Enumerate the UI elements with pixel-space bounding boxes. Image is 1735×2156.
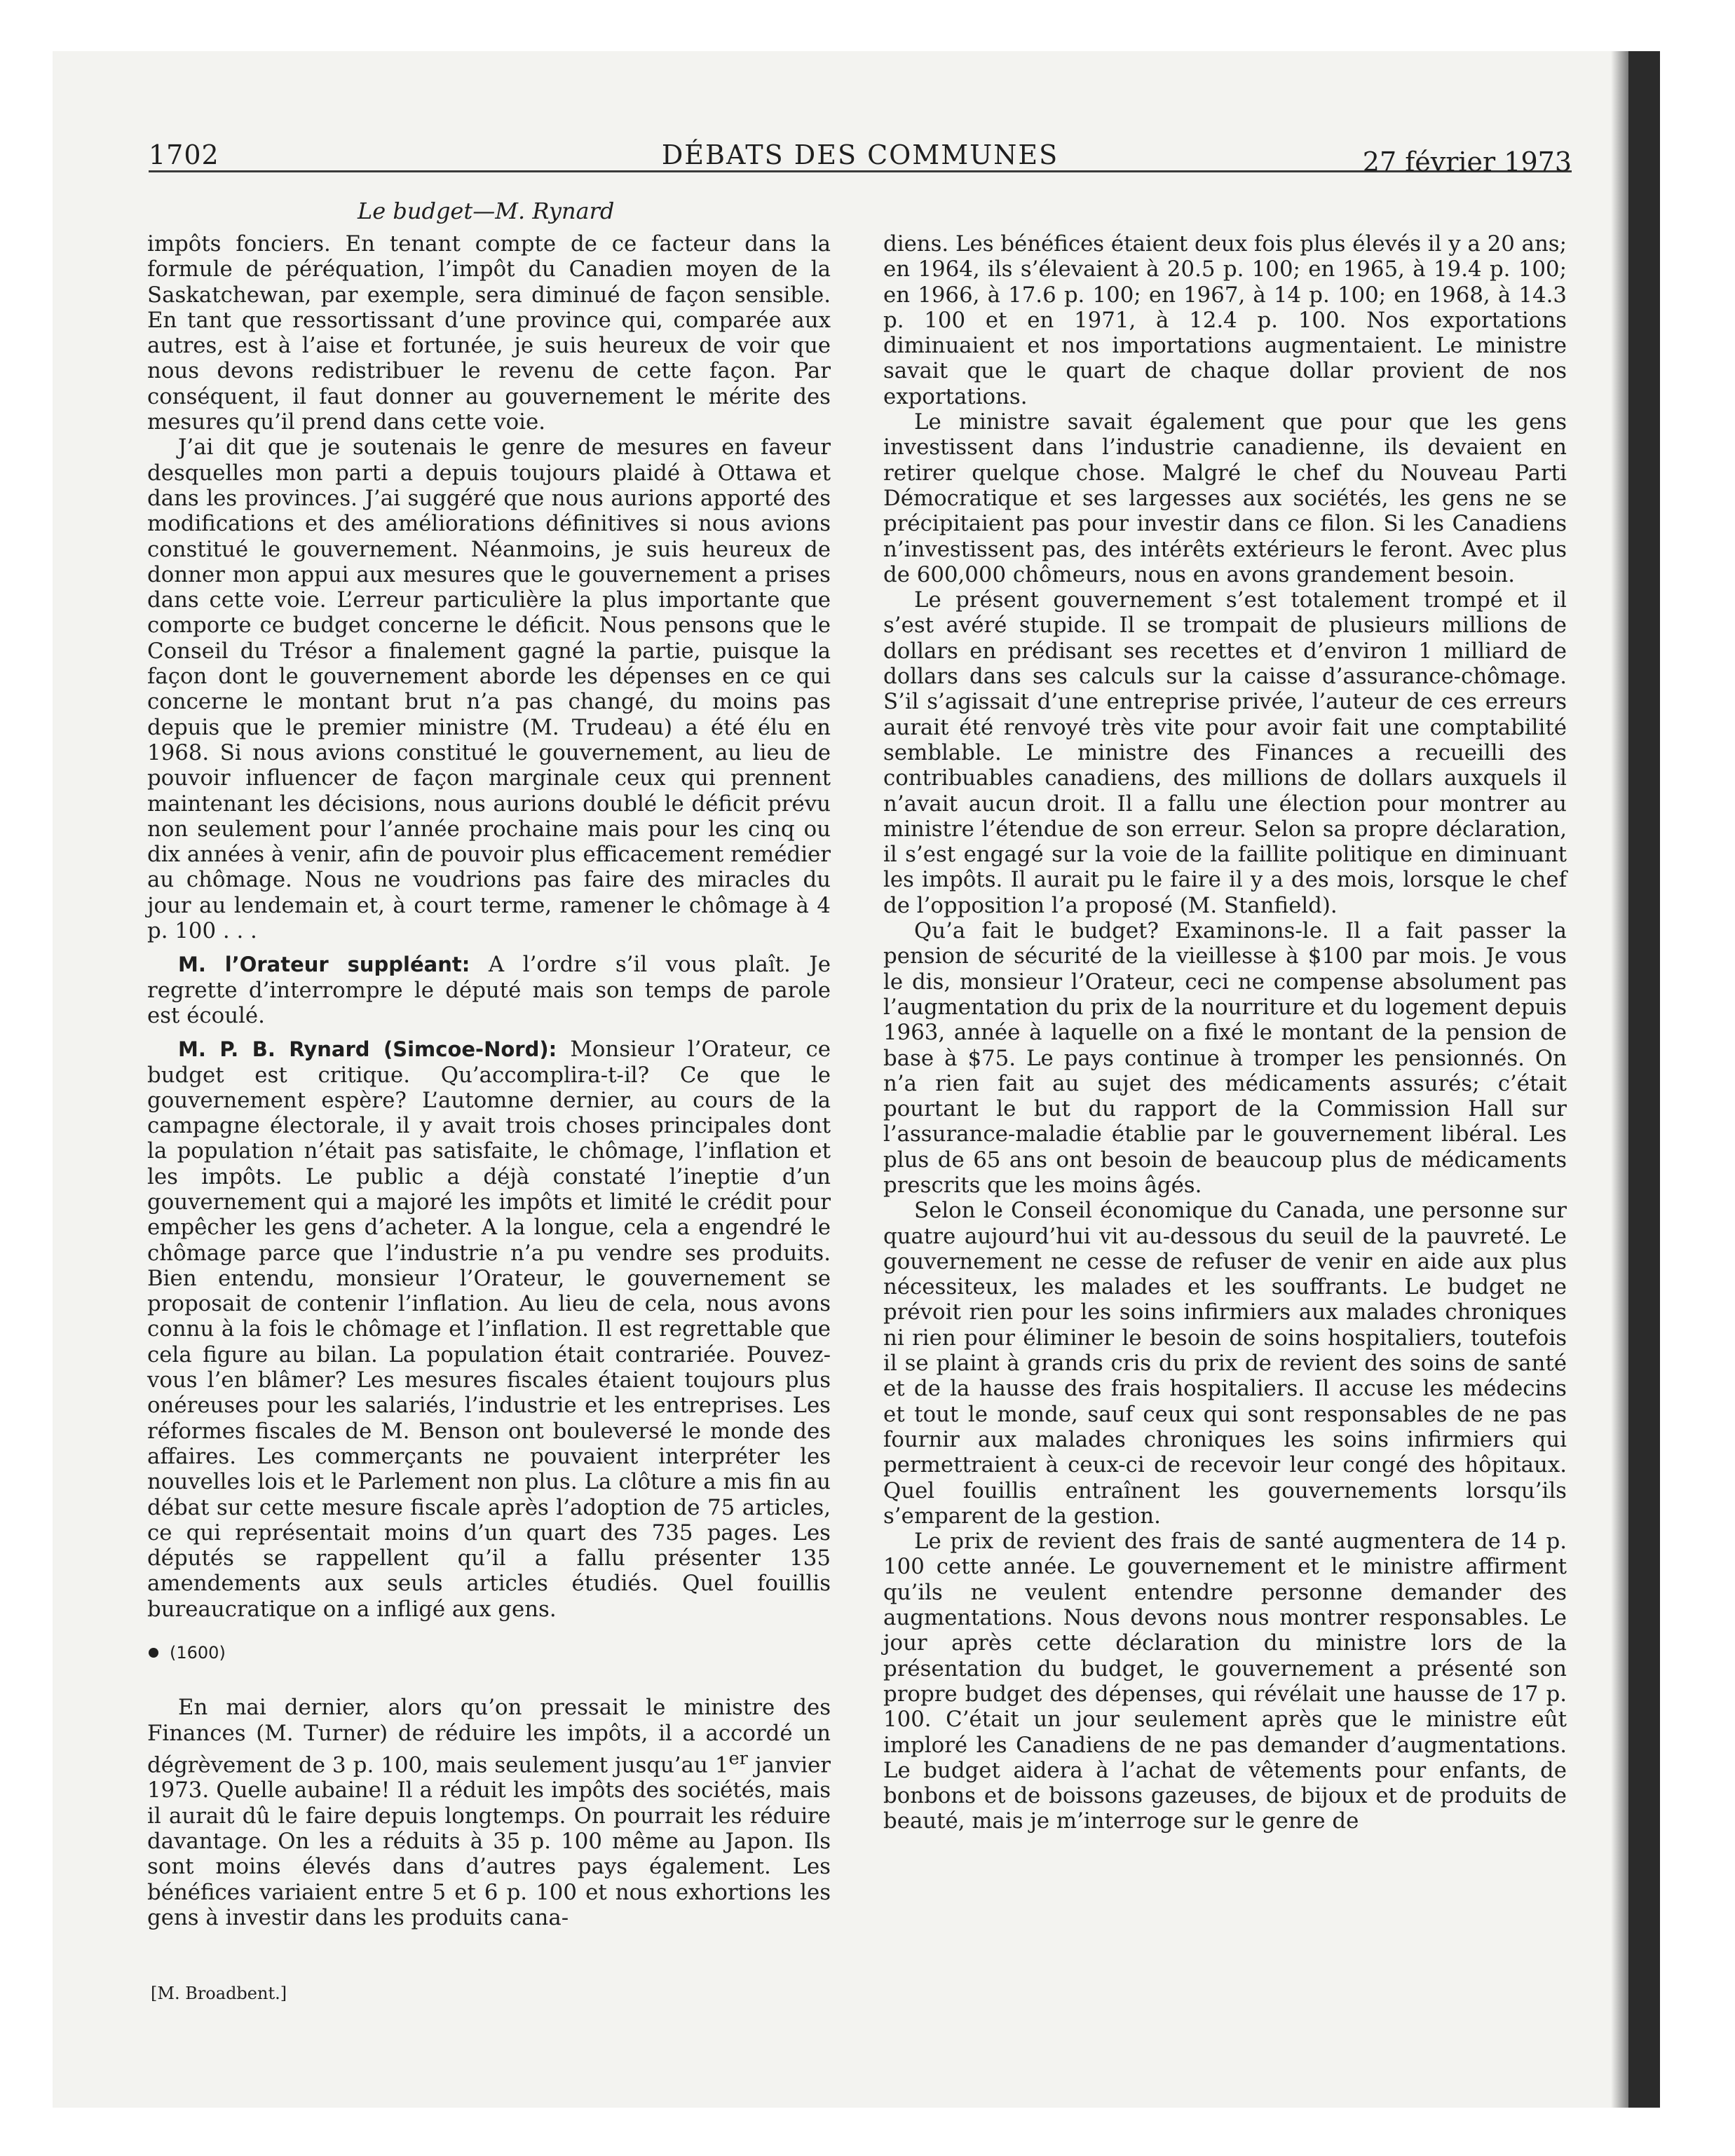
paragraph: diens. Les bénéfices étaient deux fois plus élevés il y a 20 ans; en 1964, ils s’élevaient à 20.5 p. 100; en 1965, à 19.4 p. 100; en 1966, à 17.6 p. 100; en 1967, à 14 p. 100; en 1968, à 14.3 p. 100 et en 1971, à 12.4 p. 100. Nos exportations diminuaient et nos importations augmentaient. Le ministre savait que le quart de chaque dollar provient de nos exportations. xyxy=(883,231,1567,409)
bullet-icon xyxy=(149,1648,158,1658)
paragraph: J’ai dit que je soutenais le genre de mesures en faveur desquelles mon parti a depuis toujours plaidé à Ottawa et dans les provinces. J’ai suggéré que nous aurions apporté des modifications et des améliorations définitives si nous avions constitué le gouvernement. Néanmoins, je suis heureux de donner mon appui aux mesures que le gouvernement a prises dans cette voie. L’erreur particulière la plus importante que comporte ce budget concerne le déficit. Nous pensons que le Conseil du Trésor a finalement gagné la partie, puisque la façon dont le gouvernement aborde les dépenses en ce qui concerne le montant brut n’a pas changé, du moins pas depuis que le premier ministre (M. Trudeau) a été élu en 1968. Si nous avions constitué le gouvernement, au lieu de pouvoir influencer de façon marginale ceux qui prennent maintenant les décisions, nous aurions doublé le déficit prévu non seulement pour l’année prochaine mais pour les cinq ou dix années à venir, afin de pouvoir plus efficacement remédier au chômage. Nous ne voudrions pas faire des miracles du jour au lendemain et, à court terme, ramener le chômage à 4 p. 100 . . . xyxy=(147,435,831,944)
speaker-name: M. P. B. Rynard (Simcoe-Nord): xyxy=(178,1037,557,1062)
journal-title: DÉBATS DES COMMUNES xyxy=(661,139,1059,170)
left-column xyxy=(147,231,831,1930)
speech-text: Monsieur l’Orateur, ce budget est critique. Qu’accomplira-t-il? Ce que le gouvernement espère? L’automne dernier, au cours de la campagne électorale, il y avait trois choses principales dont la population n’était pas satisfaite, le chômage, l’inflation et les impôts. Le public a déjà constaté l’ineptie d’un gouvernement qui a majoré les impôts et limité le crédit pour empêcher les gens d’acheter. A la longue, cela a engendré le chômage parce que l’industrie n’a pu vendre ses produits. Bien entendu, monsieur l’Orateur, le gouvernement se proposait de contenir l’inflation. Au lieu de cela, nous avons connu à la fois le chômage et l’inflation. Il est regrettable que cela figure au bilan. La population était contrariée. Pouvez-vous l’en blâmer? Les mesures fiscales étaient toujours plus onéreuses pour les salariés, l’industrie et les entreprises. Les réformes fiscales de M. Benson ont bouleversé le monde des affaires. Les commerçants ne pouvaient interpréter les nouvelles lois et le Parlement non plus. La clôture a mis fin au débat sur cette mesure fiscale après l’adoption de 75 articles, ce qui représentait moins d’un quart des 735 pages. Les députés se rappellent qu’il a fallu présenter 135 amendements aux seuls articles étudiés. Quel fouillis bureaucratique on a infligé aux gens. xyxy=(147,1037,831,1622)
running-head: Le budget—M. Rynard xyxy=(358,198,615,224)
footer-note: [M. Broadbent.] xyxy=(151,1984,287,2003)
paragraph: Le prix de revient des frais de santé augmentera de 14 p. 100 cette année. Le gouvernement et le ministre affirment qu’ils ne veulent entendre personne demander des augmentations. Nous devons nous montrer responsables. Le jour après cette déclaration du ministre lors de la présentation du budget, le gouvernement a présenté son propre budget des dépenses, qui révélait une hausse de 17 p. 100. C’était un jour seulement après que le ministre eût imploré les Canadiens de ne pas demander d’augmentations. Le budget aidera à l’achat de vêtements pour enfants, de bonbons et de boissons gazeuses, de bijoux et de produits de beauté, mais je m’interroge sur le genre de xyxy=(883,1529,1567,1834)
right-column xyxy=(883,231,1567,1834)
paragraph-text: janvier 1973. Quelle aubaine! Il a réduit les impôts des sociétés, mais il aurait dû le faire depuis longtemps. On pourrait les réduire davantage. On les a réduits à 35 p. 100 même au Japon. Ils sont moins élevés dans d’autres pays également. Les bénéfices variaient entre 5 et 6 p. 100 et nous exhortions les gens à investir dans les produits cana- xyxy=(147,1752,831,1930)
page-header xyxy=(149,137,1572,177)
paragraph: impôts fonciers. En tenant compte de ce facteur dans la formule de péréquation, l’impôt du Canadien moyen de la Saskatchewan, par exemple, sera diminué de façon sensible. En tant que ressortissant d’une province qui, comparée aux autres, est à l’aise et fortunée, je suis heureux de voir que nous devons redistribuer le revenu de cette façon. Par conséquent, il faut donner au gouvernement le mérite des mesures qu’il prend dans cette voie. xyxy=(147,231,831,435)
page-binding-edge xyxy=(1628,51,1660,2108)
paragraph xyxy=(147,952,831,1028)
timestamp-marker xyxy=(147,1640,831,1665)
paragraph: Le présent gouvernement s’est totalement trompé et il s’est avéré stupide. Il se trompait de plusieurs millions de dollars en prédisant ses recettes et d’environ 1 milliard de dollars dans ses calculs sur la caisse d’assurance-chômage. S’il s’agissait d’une entreprise privée, l’auteur de ces erreurs aurait été renvoyé très vite pour avoir fait une comptabilité semblable. Le ministre des Finances a recueilli des contribuables canadiens, des millions de dollars auxquels il n’avait aucun droit. Il a fallu une élection pour montrer au ministre l’étendue de son erreur. Selon sa propre déclaration, il s’est engagé sur la voie de la faillite politique en diminuant les impôts. Il aurait pu le faire il y a des mois, lorsque le chef de l’opposition l’a proposé (M. Stanfield). xyxy=(883,587,1567,918)
page-number: 1702 xyxy=(149,139,219,170)
paragraph xyxy=(147,1037,831,1622)
header-date: 27 février 1973 xyxy=(1362,146,1572,177)
paragraph-text: En mai dernier, alors qu’on pressait le ministre des Finances (M. Turner) de réduire les impôts, il a accordé un dégrèvement de 3 p. 100, mais seulement jusqu’au 1 xyxy=(147,1695,831,1778)
paragraph: Qu’a fait le budget? Examinons-le. Il a fait passer la pension de sécurité de la vieillesse à $100 par mois. Je vous le dis, monsieur l’Orateur, ceci ne compense absolument pas l’augmentation du prix de la nourriture et du logement depuis 1963, année à laquelle on a fixé le montant de la pension de base à $75. Le pays continue à tromper les pensionnés. On n’a rien fait au sujet des médicaments assurés; c’était pourtant le but du rapport de la Commission Hall sur l’assurance-maladie établie par le gouvernement libéral. Les plus de 65 ans ont besoin de beaucoup plus de médicaments prescrits que les moins âgés. xyxy=(883,918,1567,1198)
timestamp-text: (1600) xyxy=(170,1643,226,1663)
paragraph: Le ministre savait également que pour que les gens investissent dans l’industrie canadienne, ils devaient en retirer quelque chose. Malgré le chef du Nouveau Parti Démocratique et ses largesses aux sociétés, les gens ne se précipitaient pas pour investir dans ce filon. Si les Canadiens n’investissent pas, des intérêts extérieurs le feront. Avec plus de 600,000 chômeurs, nous en avons grandement besoin. xyxy=(883,409,1567,587)
speech-text: A l’ordre s’il vous plaît. Je regrette d’interrompre le député mais son temps de parole est écoulé. xyxy=(147,952,831,1028)
paragraph xyxy=(147,1695,831,1930)
page-edge-shadow xyxy=(1611,51,1628,2108)
superscript: er xyxy=(728,1747,748,1769)
paragraph: Selon le Conseil économique du Canada, une personne sur quatre aujourd’hui vit au-dessous du seuil de la pauvreté. Le gouvernement ne cesse de refuser de venir en aide aux plus nécessiteux, les malades et les souffrants. Le budget ne prévoit rien pour les soins infirmiers aux malades chroniques ni rien pour éliminer le besoin de soins hospitaliers, toutefois il se plaint à grands cris du prix de revient des soins de santé et de la hausse des frais hospitaliers. Il accuse les médecins et tout le monde, sauf ceux qui sont responsables de ne pas fournir aux malades chroniques les soins infirmiers qui permettraient à ceux-ci de recevoir leur congé des hôpitaux. Quel fouillis entraînent les gouvernements lorsqu’ils s’emparent de la gestion. xyxy=(883,1198,1567,1529)
speaker-name: M. l’Orateur suppléant: xyxy=(178,953,470,977)
